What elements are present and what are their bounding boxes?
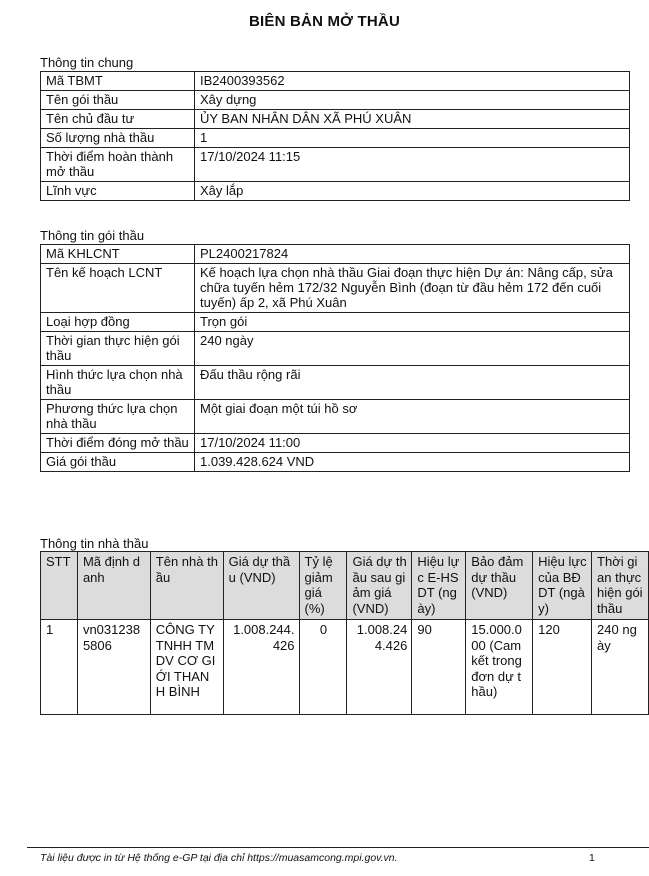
field-value: 17/10/2024 11:00: [195, 434, 630, 453]
field-label: Tên kế hoạch LCNT: [41, 264, 195, 313]
column-header: Tỷ lệ giảm giá (%): [299, 552, 347, 620]
field-label: Phương thức lựa chọn nhà thầu: [41, 400, 195, 434]
field-value: Đấu thầu rộng rãi: [195, 366, 630, 400]
field-label: Mã KHLCNT: [41, 245, 195, 264]
table-cell: 1.008.244.426: [223, 620, 299, 715]
table-row: [41, 434, 630, 453]
table-header-row: [41, 552, 649, 620]
page-number: 1: [589, 852, 595, 864]
general-info-heading: Thông tin chung: [40, 55, 134, 70]
column-header: Thời gian thực hiện gói thầu: [592, 552, 649, 620]
column-header: Mã định danh: [77, 552, 150, 620]
table-row: [41, 245, 630, 264]
field-label: Loại hợp đồng: [41, 313, 195, 332]
field-value: IB2400393562: [195, 72, 630, 91]
field-label: Thời gian thực hiện gói thầu: [41, 332, 195, 366]
footer-divider: [27, 847, 649, 848]
field-label: Số lượng nhà thầu: [41, 129, 195, 148]
column-header: Hiệu lực của BĐ DT (ngày): [533, 552, 592, 620]
table-cell: 1.008.244.426: [347, 620, 412, 715]
bidder-info-heading: Thông tin nhà thầu: [40, 536, 149, 551]
table-row: [41, 332, 630, 366]
column-header: Giá dự thầu (VND): [223, 552, 299, 620]
field-value: Một giai đoạn một túi hồ sơ: [195, 400, 630, 434]
table-cell: vn0312385806: [77, 620, 150, 715]
table-cell: 1: [41, 620, 78, 715]
field-value: PL2400217824: [195, 245, 630, 264]
table-row: [41, 264, 630, 313]
table-row: [41, 182, 630, 201]
field-value: 17/10/2024 11:15: [195, 148, 630, 182]
general-info-table: [40, 71, 630, 201]
table-row: [41, 400, 630, 434]
table-row: [41, 313, 630, 332]
table-cell: 120: [533, 620, 592, 715]
field-label: Thời điểm hoàn thành mở thầu: [41, 148, 195, 182]
column-header: Tên nhà thầu: [150, 552, 223, 620]
column-header: Hiệu lực E-HSDT (ngày): [412, 552, 466, 620]
table-cell: 240 ngày: [592, 620, 649, 715]
table-row: [41, 620, 649, 715]
table-row: [41, 148, 630, 182]
field-value: 240 ngày: [195, 332, 630, 366]
table-row: [41, 129, 630, 148]
table-row: [41, 110, 630, 129]
field-label: Giá gói thầu: [41, 453, 195, 472]
field-label: Mã TBMT: [41, 72, 195, 91]
field-label: Thời điểm đóng mở thầu: [41, 434, 195, 453]
table-cell: 15.000.000 (Cam kết trong đơn dự thầu): [466, 620, 533, 715]
table-row: [41, 366, 630, 400]
table-row: [41, 453, 630, 472]
column-header: Giá dự thầu sau giảm giá (VND): [347, 552, 412, 620]
package-info-heading: Thông tin gói thầu: [40, 228, 145, 243]
footer-text: Tài liệu được in từ Hệ thống e-GP tại địa chỉ https://muasamcong.mpi.gov.vn.: [40, 852, 398, 864]
document-title: BIÊN BẢN MỞ THẦU: [249, 13, 400, 30]
field-label: Tên gói thầu: [41, 91, 195, 110]
column-header: STT: [41, 552, 78, 620]
field-value: Trọn gói: [195, 313, 630, 332]
field-label: Lĩnh vực: [41, 182, 195, 201]
field-label: Hình thức lựa chọn nhà thầu: [41, 366, 195, 400]
column-header: Bảo đảm dự thầu (VND): [466, 552, 533, 620]
field-value: Kế hoạch lựa chọn nhà thầu Giai đoạn thực hiện Dự án: Nâng cấp, sửa chữa tuyến hẻm 172/32 Nguyễn Bình (đoạn từ đầu hẻm 172 đến cuối tuyến) ấp 2, xã Phú Xuân: [195, 264, 630, 313]
table-row: [41, 72, 630, 91]
field-value: ỦY BAN NHÂN DÂN XÃ PHÚ XUÂN: [195, 110, 630, 129]
table-cell: 90: [412, 620, 466, 715]
table-row: [41, 91, 630, 110]
table-cell: 0: [299, 620, 347, 715]
bidder-table: [40, 551, 649, 715]
package-info-table: [40, 244, 630, 472]
field-label: Tên chủ đầu tư: [41, 110, 195, 129]
field-value: Xây lắp: [195, 182, 630, 201]
field-value: 1.039.428.624 VND: [195, 453, 630, 472]
table-cell: CÔNG TY TNHH TM DV CƠ GIỚI THANH BÌNH: [150, 620, 223, 715]
field-value: 1: [195, 129, 630, 148]
field-value: Xây dựng: [195, 91, 630, 110]
